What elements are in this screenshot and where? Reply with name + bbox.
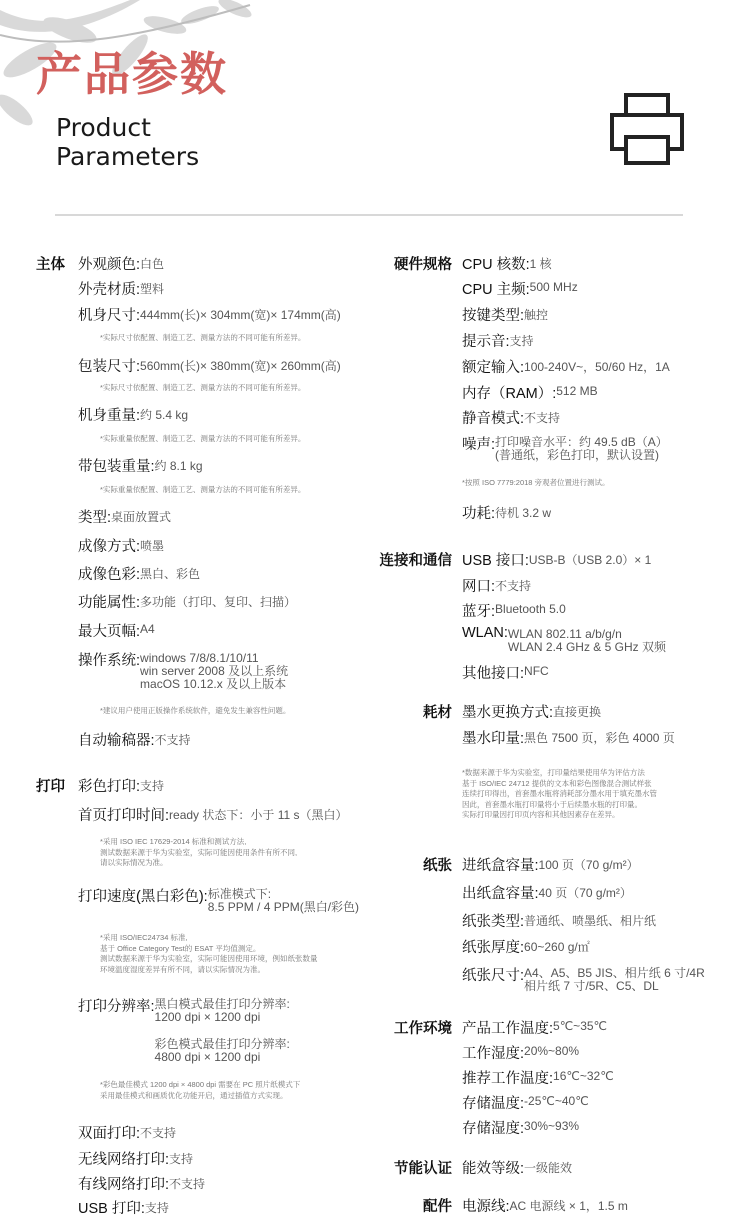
spec-wlan: WLAN: WLAN 802.11 a/b/g/n WLAN 2.4 GHz & 5 GHz 双频 <box>462 625 666 654</box>
spec-duplex: 双面打印: 不支持 <box>78 1126 177 1142</box>
printer-icon <box>610 93 684 165</box>
spec-paper-size: 纸张尺寸: A4、A5、B5 JIS、相片纸 6 寸/4R 相片纸 7 寸/5R、C5、DL <box>462 966 705 993</box>
spec-max-page: 最大页幅: A4 <box>78 622 155 640</box>
section-label-energy: 节能认证 <box>394 1161 452 1177</box>
spec-cpu-cores: CPU 核数: 1 核 <box>462 257 552 273</box>
spec-silent: 静音模式: 不支持 <box>462 411 561 427</box>
section-label-consumable: 耗材 <box>423 705 452 721</box>
spec-ink-yield: 墨水印量: 黑色 7500 页，彩色 4000 页 <box>462 731 675 747</box>
section-label-main: 主体 <box>36 257 65 273</box>
spec-print-speed-values: 标准模式下: 8.5 PPM / 4 PPM(黑白/彩色) <box>207 887 360 914</box>
section-label-env: 工作环境 <box>394 1021 452 1037</box>
page-title-cn: 产品参数 <box>36 47 228 101</box>
note-ink-yield: *数据来源于华为实验室，打印量结果使用华为评估方法 基于 ISO/IEC 24712 提供的文本和彩色图像混合测试样张 连续打印得出，首套墨水瓶将消耗部分墨水用于填充墨水管 因此，首套墨水瓶打印量将小于后续墨水瓶的打印量。 实际打印量因打印页内容和其他因素存在差异。 <box>462 768 657 819</box>
spec-input-tray: 进纸盒容量: 100 页（70 g/m²） <box>462 858 639 874</box>
title-en-line-2: Parameters <box>56 142 200 171</box>
spec-usb-print: USB 打印: 支持 <box>78 1201 169 1217</box>
spec-print-speed: 打印速度(黑白彩色): 标准模式下: 8.5 PPM / 4 PPM(黑白/彩色) <box>78 887 360 914</box>
spec-ram: 内存（RAM）: 512 MB <box>462 384 598 402</box>
spec-op-temp: 产品工作温度: 5℃~35℃ <box>462 1019 608 1037</box>
note-body-size: *实际尺寸依配置、制造工艺、测量方法的不同可能有所差异。 <box>100 333 306 342</box>
spec-wireless: 无线网络打印: 支持 <box>78 1152 194 1168</box>
spec-first-page: 首页打印时间: ready 状态下：小于 11 s（黑白） <box>78 808 348 824</box>
section-label-print: 打印 <box>36 779 65 795</box>
spec-adf: 自动输稿器: 不支持 <box>78 733 191 749</box>
spec-pack-size: 包装尺寸: 560mm(长)× 380mm(宽)× 260mm(高) <box>78 359 341 375</box>
spec-paper-type: 纸张类型: 普通纸、喷墨纸、相片纸 <box>462 914 657 930</box>
spec-function: 功能属性: 多功能（打印、复印、扫描） <box>78 595 297 611</box>
spec-body-size: 机身尺寸: 444mm(长)× 304mm(宽)× 174mm(高) <box>78 308 341 324</box>
spec-ink-replace: 墨水更换方式: 直接更换 <box>462 705 602 721</box>
note-print-speed: *采用 ISO/IEC24734 标准, 基于 Office Category Test的 ESAT 平均值测定。 测试数据来源于华为实验室，实际可能因使用环境，例如纸张数量 环境温度湿度差异有所不同，请以实际情况为准。 <box>100 933 318 974</box>
spec-resolution-values: 黑白模式最佳打印分辨率: 1200 dpi × 1200 dpi 彩色模式最佳打印分辨率: 4800 dpi × 1200 dpi <box>154 997 290 1064</box>
spec-usb-port: USB 接口: USB-B（USB 2.0）× 1 <box>462 553 652 569</box>
spec-rated-input: 额定输入: 100-240V~，50/60 Hz，1A <box>462 360 670 376</box>
spec-paper-thickness: 纸张厚度: 60~260 g/㎡ <box>462 940 590 956</box>
spec-imaging: 成像方式: 喷墨 <box>78 539 165 555</box>
spec-imaging-color: 成像色彩: 黑白、彩色 <box>78 567 201 583</box>
section-label-paper: 纸张 <box>423 858 452 874</box>
note-pack-weight: *实际重量依配置、制造工艺、测量方法的不同可能有所差异。 <box>100 485 306 494</box>
title-en-line-1: Product <box>56 113 151 142</box>
spec-color: 外观颜色: 白色 <box>78 257 165 273</box>
note-noise: *按照 ISO 7779:2018 旁观者位置进行测试。 <box>462 478 610 487</box>
spec-type: 类型: 桌面放置式 <box>78 510 172 526</box>
spec-wlan-values: WLAN 802.11 a/b/g/n WLAN 2.4 GHz & 5 GHz 双频 <box>507 627 666 654</box>
spec-beep: 提示音: 支持 <box>462 334 534 350</box>
spec-os: 操作系统: windows 7/8/8.1/10/11 win server 2008 及以上系统 macOS 10.12.x 及以上版本 <box>78 651 289 691</box>
spec-rec-temp: 推荐工作温度: 16℃~32℃ <box>462 1069 614 1087</box>
note-weight: *实际重量依配置、制造工艺、测量方法的不同可能有所差异。 <box>100 434 306 443</box>
spec-wired: 有线网络打印: 不支持 <box>78 1177 206 1193</box>
spec-os-values: windows 7/8/8.1/10/11 win server 2008 及以上系统 macOS 10.12.x 及以上版本 <box>140 651 289 691</box>
note-first-page: *采用 ISO IEC 17629-2014 标准和测试方法, 测试数据来源于华为实验室，实际可能因使用条件有所不同, 请以实际情况为准。 <box>100 837 298 867</box>
spec-other-ports: 其他接口: NFC <box>462 664 549 682</box>
spec-weight: 机身重量: 约 5.4 kg <box>78 408 189 424</box>
spec-storage-humidity: 存储湿度: 30%~93% <box>462 1119 580 1137</box>
spec-pack-weight: 带包装重量: 约 8.1 kg <box>78 459 203 475</box>
spec-bluetooth: 蓝牙: Bluetooth 5.0 <box>462 602 566 620</box>
section-label-hardware: 硬件规格 <box>394 257 452 273</box>
spec-power-cord: 电源线: AC 电源线 × 1，1.5 m <box>462 1199 628 1215</box>
page-title-en <box>56 113 199 171</box>
spec-paper-size-values: A4、A5、B5 JIS、相片纸 6 寸/4R 相片纸 7 寸/5R、C5、DL <box>524 966 705 993</box>
spec-noise: 噪声: 打印噪音水平：约 49.5 dB（A） (普通纸，彩色打印，默认设置) <box>462 435 668 462</box>
note-resolution: *彩色最佳模式 1200 dpi × 4800 dpi 需要在 PC 照片纸模式下 采用最佳模式和画质优化功能开启，通过插值方式实现。 <box>100 1080 301 1100</box>
spec-ethernet: 网口: 不支持 <box>462 579 532 595</box>
spec-color-print: 彩色打印: 支持 <box>78 779 165 795</box>
section-label-accessory: 配件 <box>423 1199 452 1215</box>
note-os: *建议用户使用正版操作系统软件，避免发生兼容性问题。 <box>100 706 291 715</box>
spec-cpu-freq: CPU 主频: 500 MHz <box>462 280 578 298</box>
spec-energy-level: 能效等级: 一级能效 <box>462 1161 573 1177</box>
spec-resolution: 打印分辨率: 黑白模式最佳打印分辨率: 1200 dpi × 1200 dpi 彩色模式最佳打印分辨率: 4800 dpi × 1200 dpi <box>78 997 290 1064</box>
spec-storage-temp: 存储温度: -25℃~40℃ <box>462 1094 589 1112</box>
section-label-connect: 连接和通信 <box>379 553 452 569</box>
header-divider <box>55 214 683 216</box>
spec-key-type: 按键类型: 触控 <box>462 308 549 324</box>
spec-op-humidity: 工作湿度: 20%~80% <box>462 1044 580 1062</box>
spec-material: 外壳材质: 塑料 <box>78 282 165 298</box>
spec-noise-values: 打印噪音水平：约 49.5 dB（A） (普通纸，彩色打印，默认设置) <box>495 435 668 462</box>
note-pack-size: *实际尺寸依配置、制造工艺、测量方法的不同可能有所差异。 <box>100 383 306 392</box>
spec-output-tray: 出纸盒容量: 40 页（70 g/m²） <box>462 886 632 902</box>
spec-power: 功耗: 待机 3.2 w <box>462 506 552 522</box>
